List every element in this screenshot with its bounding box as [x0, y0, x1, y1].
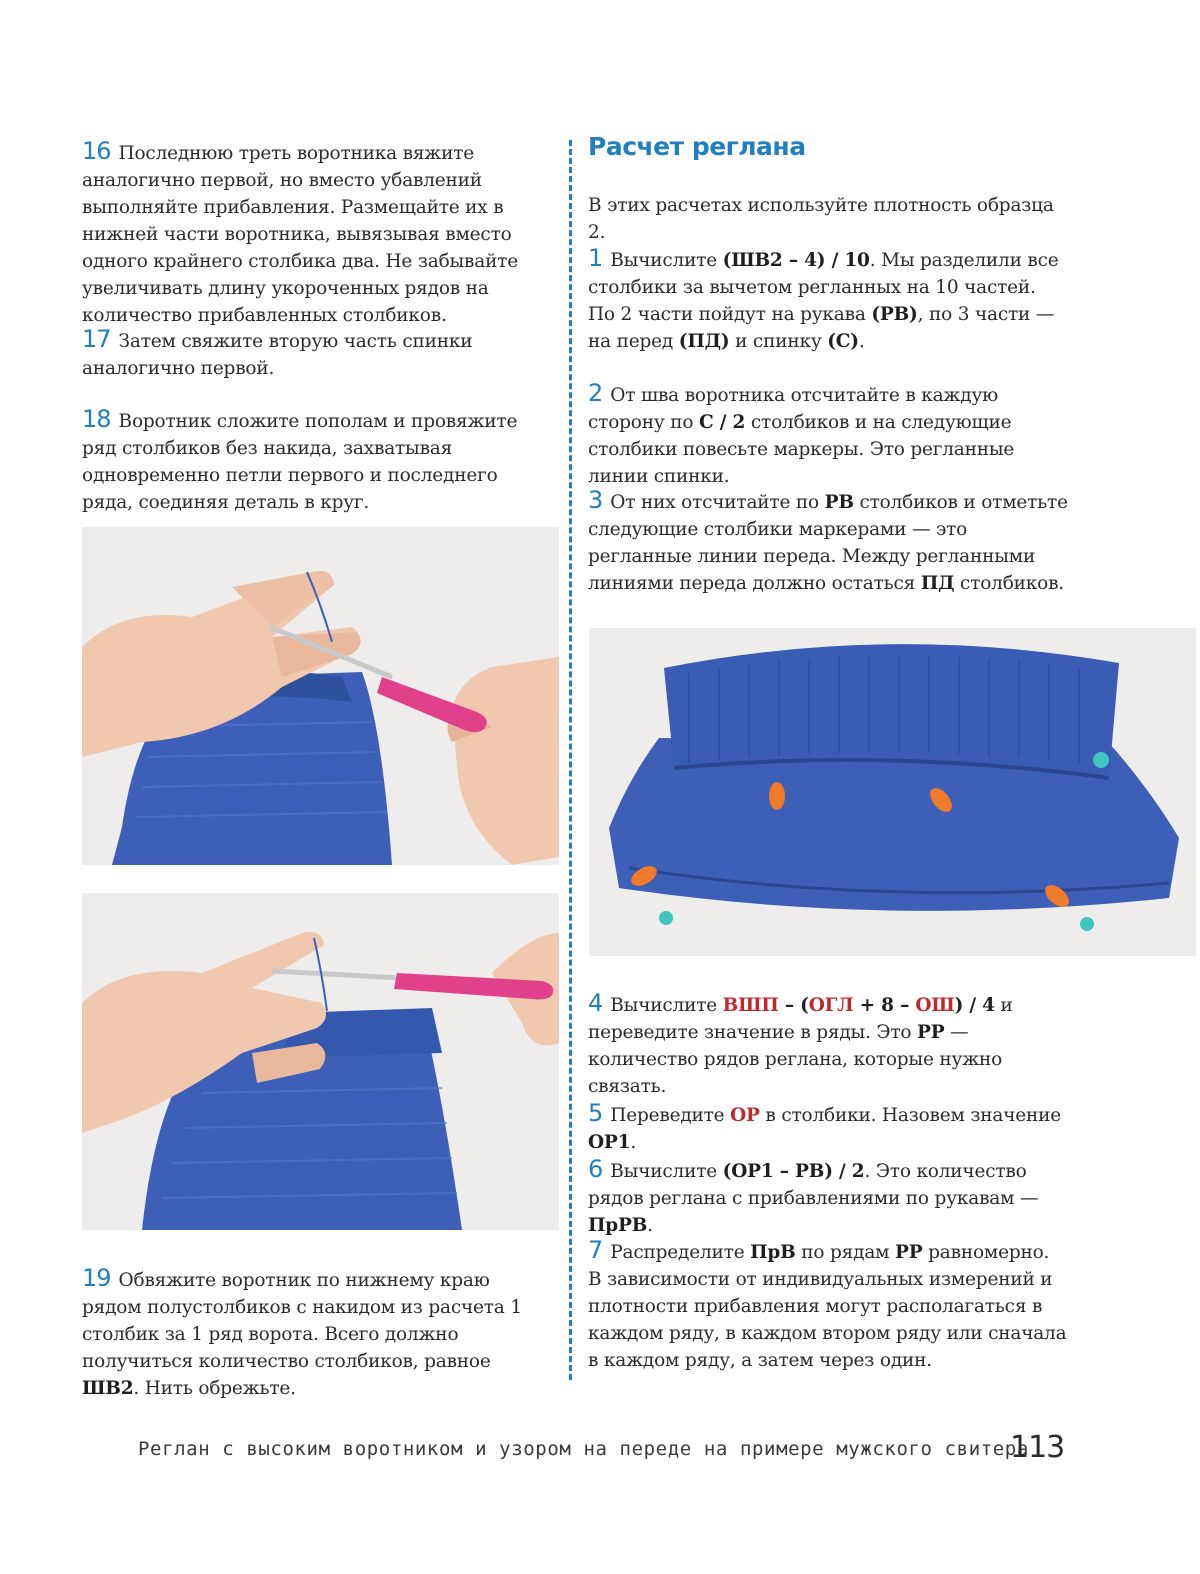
column-divider	[569, 140, 572, 1380]
step-number: 4	[588, 989, 603, 1017]
t: — количество рядов реглана, которые нужно связать.	[588, 1022, 1003, 1097]
step-1	[588, 245, 1068, 355]
b: ПД	[920, 573, 955, 594]
step-number: 5	[588, 1099, 603, 1127]
step-text: . Нить обрежьте.	[133, 1378, 296, 1399]
step-bold: ШВ2	[82, 1378, 134, 1399]
t: .	[630, 1132, 636, 1153]
r: ОШ	[915, 995, 955, 1016]
r: ОР	[730, 1105, 760, 1126]
step-text: Затем свяжите вторую часть спинки аналогично первой.	[82, 331, 473, 379]
step-2	[588, 380, 1068, 490]
step-text: Последнюю треть воротника вяжите аналогично первой, но вместо убавлений выполняйте прибавления. Размещайте их в нижней части воротника, вывязывая вместо одного крайнего столбика два. Не забывайте увеличивать длину укороченных рядов на количество прибавленных столбиков.	[82, 143, 518, 326]
step-number: 19	[82, 1264, 111, 1292]
t: , по 3 части — на перед	[588, 304, 1055, 352]
step-number: 17	[82, 325, 111, 353]
b: С / 2	[698, 412, 746, 433]
step-number: 7	[588, 1236, 603, 1264]
step-text: Обвяжите воротник по нижнему краю рядом полустолбиков с накидом из расчета 1 столбик за 1 ряд ворота. Всего должно получиться количество столбиков, равное	[82, 1270, 522, 1372]
r: ВШП	[722, 995, 779, 1016]
step-19	[82, 1265, 552, 1402]
b: ПрВ	[750, 1242, 796, 1263]
b: (РВ)	[871, 304, 918, 325]
step-5	[588, 1100, 1068, 1156]
step-17	[82, 326, 552, 382]
step-number: 18	[82, 405, 111, 433]
b: (ПД)	[678, 331, 730, 352]
b: (ШВ2 – 4) / 10	[722, 250, 870, 271]
step-3	[588, 487, 1068, 597]
intro-text	[588, 192, 1068, 246]
step-number: 6	[588, 1155, 603, 1183]
t: по рядам	[795, 1242, 896, 1263]
t: столбиков и отметьте следующие столбики маркерами — это регланные линии переда. Между регланными линиями переда должно остаться	[588, 492, 1068, 594]
t: Вычислите	[610, 995, 723, 1016]
photo-raglan-yoke	[589, 628, 1196, 956]
b: РР	[917, 1022, 945, 1043]
b: ОР1	[588, 1132, 631, 1153]
step-16	[82, 138, 552, 329]
step-number: 2	[588, 379, 603, 407]
t: .	[647, 1215, 653, 1236]
step-number: 16	[82, 137, 111, 165]
photo-crochet-hook-2	[82, 893, 559, 1230]
step-text: Воротник сложите пополам и провяжите ряд столбиков без накида, захватывая одновременно петли первого и последнего ряда, соединяя деталь в круг.	[82, 411, 518, 513]
photo-crochet-hook-1	[82, 527, 559, 865]
t: в столбики. Назовем значение	[759, 1105, 1061, 1126]
b: ПрРВ	[588, 1215, 648, 1236]
step-18	[82, 406, 552, 516]
step-number: 1	[588, 244, 603, 272]
t: От шва воротника отсчитайте в каждую сторону по	[588, 385, 999, 433]
t: и переведите значение в ряды. Это	[588, 995, 1013, 1043]
t: . Это количество рядов реглана с прибавлениями по рукавам —	[588, 1161, 1039, 1209]
t: Вычислите	[610, 1161, 723, 1182]
t: От них отсчитайте по	[610, 492, 825, 513]
b: ) / 4	[954, 995, 995, 1016]
b: (С)	[827, 331, 859, 352]
r: ОГЛ	[808, 995, 854, 1016]
b: РВ	[824, 492, 854, 513]
section-heading: Расчет реглана	[588, 132, 806, 161]
t: столбиков и на следующие столбики повесьте маркеры. Это регланные линии спинки.	[588, 412, 1015, 487]
t: Вычислите	[610, 250, 723, 271]
t: столбиков.	[954, 573, 1064, 594]
t: равномерно. В зависимости от индивидуальных измерений и плотности прибавления могут располагаться в каждом ряду, в каждом втором ряду или сначала в каждом ряду, а затем через один.	[588, 1242, 1067, 1371]
t: . Мы разделили все столбики за вычетом регланных на 10 частей. По 2 части пойдут на рукава	[588, 250, 1059, 325]
footer-caption: Реглан с высоким воротником и узором на переде на примере мужского свитера	[138, 1438, 1029, 1460]
t: Распределите	[610, 1242, 751, 1263]
b: + 8 –	[853, 995, 916, 1016]
b: РР	[895, 1242, 923, 1263]
step-7	[588, 1237, 1068, 1374]
step-6	[588, 1156, 1068, 1239]
t: .	[858, 331, 865, 352]
b: – (	[778, 995, 809, 1016]
b: (ОР1 – РВ) / 2	[722, 1161, 865, 1182]
step-number: 3	[588, 486, 603, 514]
page-number: 113	[1010, 1430, 1065, 1465]
t: Переведите	[610, 1105, 731, 1126]
t: и спинку	[729, 331, 828, 352]
intro-line: В этих расчетах используйте плотность образца 2.	[588, 195, 1054, 243]
step-4	[588, 990, 1068, 1100]
